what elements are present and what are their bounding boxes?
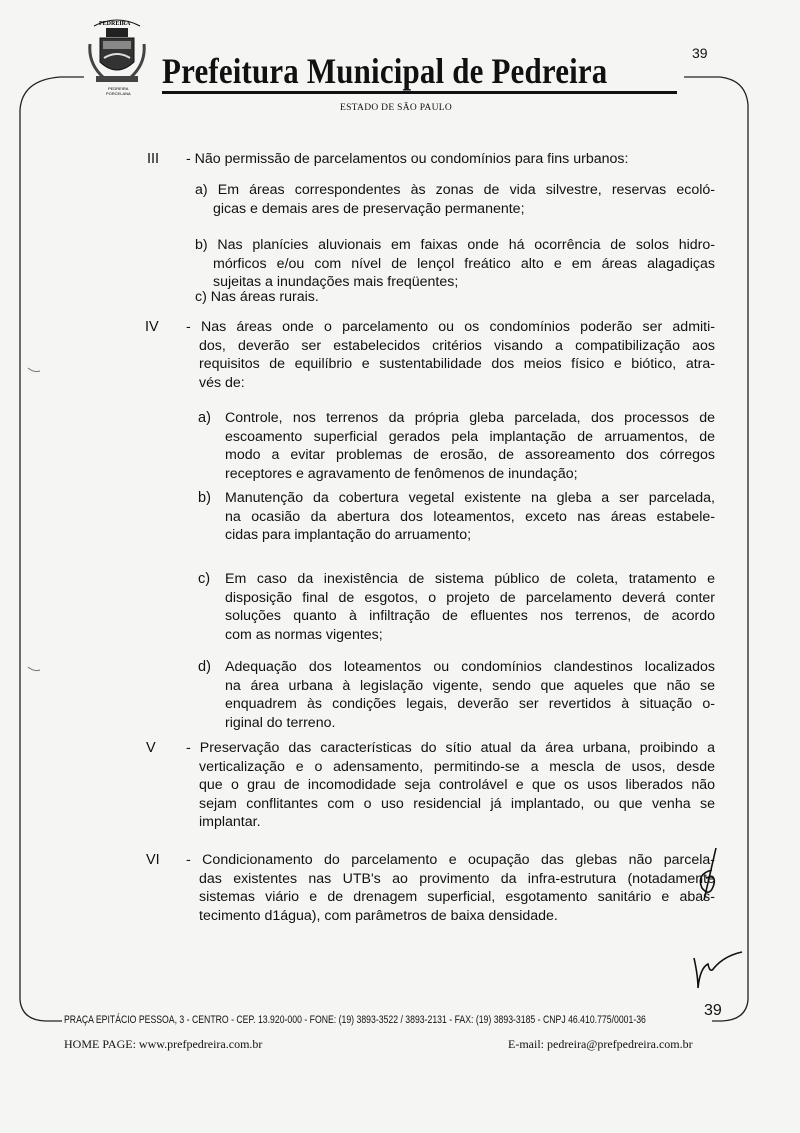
paragraph-line: Adequação dos loteamentos ou condomínios clandestinos localizados bbox=[225, 659, 715, 675]
section-paragraph bbox=[225, 658, 715, 732]
paragraph-line: com as normas vigentes; bbox=[225, 626, 383, 643]
paragraph-line: receptores e agravamento de fenômenos de inundação; bbox=[225, 465, 578, 482]
section-marker: V bbox=[146, 740, 156, 756]
paragraph-line: na área urbana à legislação vigente, sendo que aqueles que não se bbox=[225, 677, 715, 694]
section-paragraph bbox=[225, 409, 715, 483]
section-marker: IV bbox=[145, 319, 159, 335]
page-number: 39 bbox=[692, 45, 708, 61]
paragraph-line: cidas para implantação do arruamento; bbox=[225, 527, 472, 543]
section-marker: VI bbox=[146, 852, 160, 868]
paragraph-line: tecimento d1água), com parâmetros de baixa densidade. bbox=[199, 907, 558, 924]
section-marker: d) bbox=[198, 659, 211, 675]
paragraph-line: riginal do terreno. bbox=[225, 714, 336, 731]
section-paragraph bbox=[225, 489, 715, 545]
section-paragraph bbox=[195, 236, 715, 292]
paragraph-line: mórficos e/ou com nível de lençol freático alto e em áreas alagadiças bbox=[213, 255, 715, 272]
paragraph-line: dos, deverão ser estabelecidos critérios visando a compatibilização aos bbox=[199, 337, 715, 354]
paragraph-line: implantar. bbox=[199, 814, 261, 830]
paragraph-line: soluções quanto à infiltração de efluentes nos terrenos, de acordo bbox=[225, 608, 715, 624]
paragraph-line: que o grau de incomodidade seja controlável e que os usos liberados não bbox=[199, 777, 715, 793]
paragraph-line: modo a evitar problemas de erosão, de assoreamento dos córregos bbox=[225, 447, 715, 463]
section-marker: b) bbox=[198, 490, 211, 506]
paragraph-line: c) Nas áreas rurais. bbox=[195, 289, 319, 305]
paragraph-line: disposição final de esgotos, o projeto de parcelamento deverá conter bbox=[225, 589, 715, 606]
svg-text:PORCELANA: PORCELANA bbox=[106, 91, 131, 96]
paragraph-line: Manutenção da cobertura vegetal existente na gleba a ser parcelada, bbox=[225, 490, 715, 506]
section-paragraph bbox=[186, 851, 715, 925]
section-paragraph bbox=[225, 570, 715, 644]
paragraph-line: - Condicionamento do parcelamento e ocupação das glebas não parcela- bbox=[186, 852, 715, 868]
paragraph-line: - Não permissão de parcelamentos ou condomínios para fins urbanos: bbox=[186, 151, 629, 167]
paragraph-line: das existentes nas UTB's ao provimento da infra-estrutura (notadamente bbox=[199, 870, 715, 887]
paragraph-line: escoamento superficial gerados pela implantação de arruamentos, de bbox=[225, 428, 715, 445]
footer-address: PRAÇA EPITÁCIO PESSOA, 3 - CENTRO - CEP. 13.920-000 - FONE: (19) 3893-3522 / 3893-2131 - FAX: (19) 3893-3185 - CNPJ 46.410.775/0001-36 bbox=[64, 1014, 646, 1026]
footer-homepage: HOME PAGE: www.prefpedreira.com.br bbox=[64, 1037, 263, 1051]
svg-text:PEDREIRA: PEDREIRA bbox=[99, 21, 131, 27]
paragraph-line: verticalização e o adensamento, permitindo-se a mescla de usos, desde bbox=[199, 758, 715, 775]
title-underline bbox=[162, 91, 677, 94]
municipal-coat-of-arms-logo bbox=[84, 14, 150, 105]
paragraph-line: Controle, nos terrenos da própria gleba parcelada, dos processos de bbox=[225, 410, 715, 426]
handwritten-page-number: 39 bbox=[704, 1002, 722, 1019]
section-marker: c) bbox=[198, 571, 211, 587]
paragraph-line: sujeitas a inundações mais freqüentes; bbox=[213, 274, 459, 290]
section-paragraph bbox=[186, 150, 715, 169]
paragraph-line: enquadrem às condições legais, deverão ser revertidos à situação o- bbox=[225, 696, 715, 712]
section-paragraph bbox=[186, 318, 715, 392]
section-paragraph bbox=[195, 288, 715, 307]
paragraph-line: Em caso da inexistência de sistema público de coleta, tratamento e bbox=[225, 571, 715, 587]
paragraph-line: gicas e demais ares de preservação permanente; bbox=[213, 200, 525, 217]
paragraph-line: b) Nas planícies aluvionais em faixas onde há ocorrência de solos hidro- bbox=[195, 237, 715, 253]
section-paragraph bbox=[186, 739, 715, 832]
paragraph-line: na ocasião da abertura dos loteamentos, exceto nas áreas estabele- bbox=[225, 508, 715, 525]
page-title: Prefeitura Municipal de Pedreira bbox=[162, 51, 608, 91]
section-marker: a) bbox=[198, 410, 211, 426]
section-marker: III bbox=[147, 151, 160, 167]
paragraph-line: - Preservação das características do sítio atual da área urbana, proibindo a bbox=[186, 740, 715, 756]
state-subtitle: ESTADO DE SÃO PAULO bbox=[340, 103, 452, 113]
paragraph-line: requisitos de equilíbrio e sustentabilidade dos meios físico e biótico, atra- bbox=[199, 356, 715, 372]
paragraph-line: sejam conflitantes com o uso residencial já implantado, ou que venha se bbox=[199, 795, 715, 812]
paragraph-line: - Nas áreas onde o parcelamento ou os condomínios poderão ser admiti- bbox=[186, 319, 715, 335]
footer-email: E-mail: pedreira@prefpedreira.com.br bbox=[508, 1037, 693, 1051]
paragraph-line: a) Em áreas correspondentes às zonas de vida silvestre, reservas ecoló- bbox=[195, 182, 715, 198]
paragraph-line: vés de: bbox=[199, 374, 245, 391]
paragraph-line: sistemas viário e de drenagem superficial, esgotamento sanitário e abas- bbox=[199, 889, 715, 905]
section-paragraph bbox=[195, 181, 715, 218]
svg-text:PEDREIRA: PEDREIRA bbox=[108, 86, 129, 91]
